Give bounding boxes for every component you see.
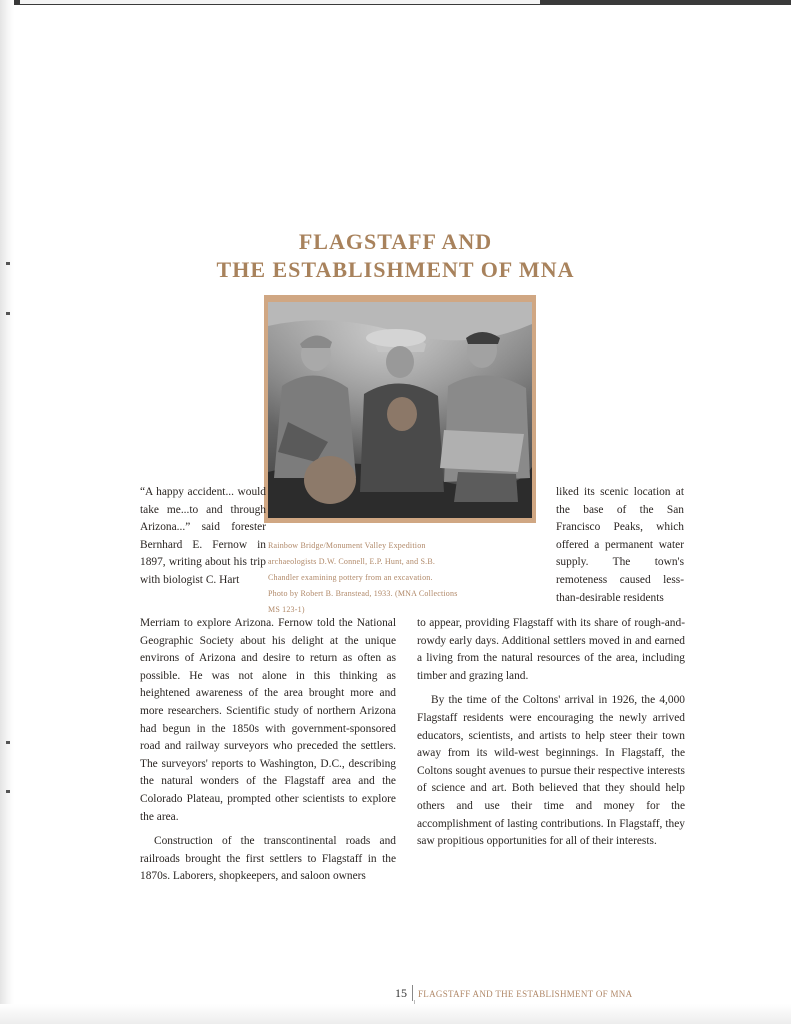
running-title: FLAGSTAFF AND THE ESTABLISHMENT OF MNA (418, 989, 633, 999)
footer-divider (412, 985, 413, 1001)
page-gutter-shadow (0, 0, 14, 1024)
page-footer (395, 984, 632, 1004)
right-column (417, 615, 685, 851)
intro-paragraph: “A happy accident... would take me...to and through Arizona...” said forester Bernhard E. Fernow in 1897, writing about his trip with biologist C. Hart (140, 486, 266, 586)
right-wrap-paragraph: liked its scenic location at the base of the San Francisco Peaks, which offered a permanent water supply. The town's remoteness caused less-than-desirable residents (556, 486, 684, 604)
caption-line: MS 123-1) (268, 605, 305, 614)
page-title-line-2: THE ESTABLISHMENT OF MNA (216, 257, 575, 282)
binding-mark (6, 790, 10, 793)
paragraph: Construction of the transcontinental roads and railroads brought the first settlers to Flagstaff in the 1870s. Laborers, shopkeepers, and saloon owners (140, 835, 396, 883)
left-column (140, 615, 396, 886)
binding-mark (6, 741, 10, 744)
caption-line: Chandler examining pottery from an excavation. (268, 573, 433, 582)
page-title-line-1: FLAGSTAFF AND (298, 229, 493, 254)
paragraph: to appear, providing Flagstaff with its share of rough-and-rowdy early days. Additional settlers moved in and earned a living from the natural resources of the area, including timber and grazing land. (417, 617, 685, 682)
caption-line: Photo by Robert B. Branstead, 1933. (MNA Collections (268, 589, 458, 598)
caption-line: Rainbow Bridge/Monument Valley Expedition (268, 541, 426, 550)
binding-mark (6, 312, 10, 315)
paragraph: By the time of the Coltons' arrival in 1926, the 4,000 Flagstaff residents were encouraging the newly arrived educators, scientists, and artists to help steer their town away from its wild-west beginnings. In Flagstaff, the Coltons sought avenues to pursue their respective interests of science and art. Both believed that they should help others and use their time and money for the accomplishment of lasting contributions. In Flagstaff, they saw propitious opportunities for all of their interests. (417, 694, 685, 848)
page-number: 15 (395, 986, 407, 1000)
caption-line: archaeologists D.W. Connell, E.P. Hunt, and S.B. (268, 557, 436, 566)
scan-edge-bottom (0, 1004, 791, 1024)
scan-edge-highlight (20, 0, 540, 4)
expedition-photo (268, 302, 532, 518)
paragraph: Merriam to explore Arizona. Fernow told the National Geographic Society about his delight at the unique environs of Arizona and desire to return as often as possible. He was not alone in this thinking as heightened awareness of the area brought more and more researchers. Scientific study of northern Arizona had begun in the 1850s with government-sponsored road and railway surveyors who preceded the settlers. The surveyors' reports to Washington, D.C., describing the natural wonders of the Flagstaff area and the Colorado Plateau, prompted other scientists to explore the area. (140, 617, 396, 823)
photo-caption (268, 538, 538, 618)
